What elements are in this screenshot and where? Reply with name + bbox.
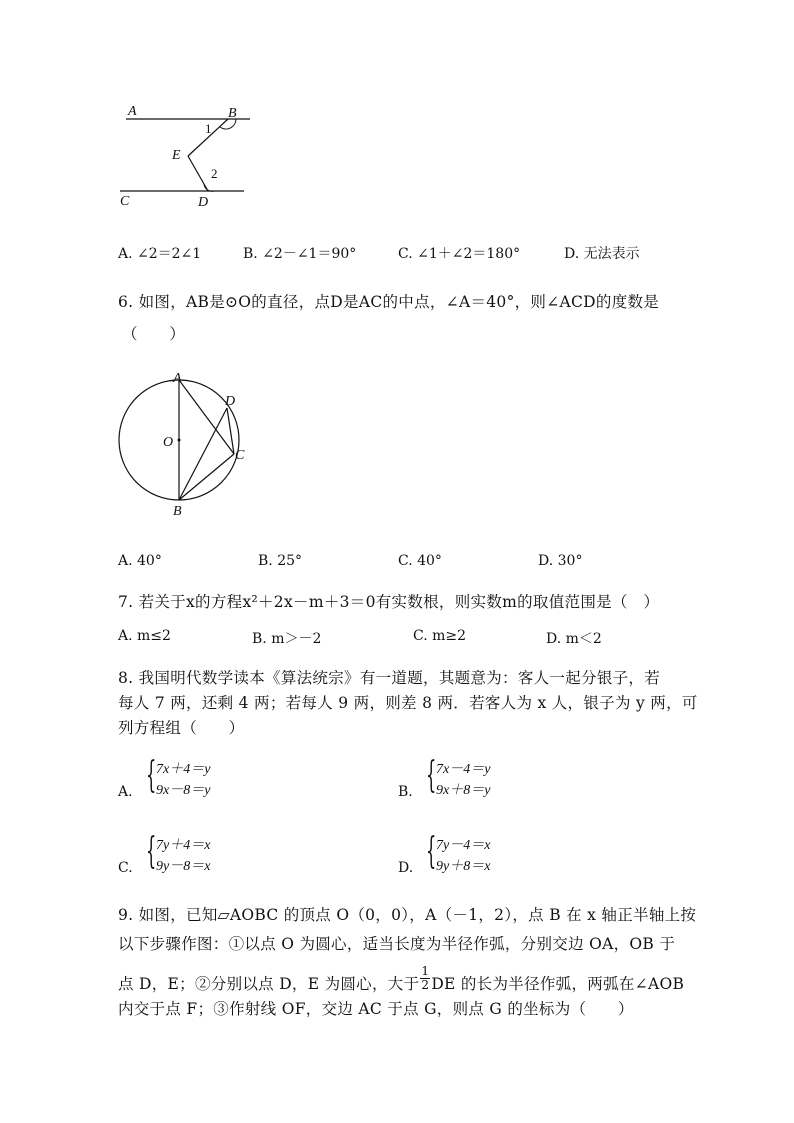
equation-2: 9y－8＝x — [156, 859, 211, 874]
q5-option-b[interactable]: B. ∠2－∠1＝90° — [243, 246, 357, 262]
q5-option-a[interactable]: A. ∠2＝2∠1 — [118, 246, 202, 262]
equation-1: 7y－4＝x — [436, 838, 491, 853]
q6-option-d[interactable]: D. 30° — [538, 553, 583, 569]
angle-2-arc — [204, 184, 214, 191]
chord-ac — [179, 380, 234, 454]
q8-option-a[interactable] — [118, 755, 268, 802]
equation-1: 7y＋4＝x — [156, 838, 211, 853]
brace: { — [146, 755, 157, 796]
q8-option-b[interactable] — [398, 755, 548, 802]
label-d: D — [198, 195, 209, 210]
q6-text-line2: （ ） — [122, 325, 186, 343]
q9-text-line4: 内交于点 F；③作射线 OF，交边 AC 于点 G，则点 G 的坐标为（ ） — [118, 1000, 634, 1018]
brace: { — [426, 831, 437, 872]
label-a: A — [128, 104, 137, 119]
equation-2: 9y＋8＝x — [436, 859, 491, 874]
equation-1: 7x＋4＝y — [156, 762, 211, 777]
q8-text-line2: 每人 7 两，还剩 4 两；若每人 9 两，则差 8 两．若客人为 x 人，银子为 y 两，可 — [118, 694, 698, 712]
q9-text-line2: 以下步骤作图：①以点 O 为圆心，适当长度为半径作弧，分别交边 OA，OB 于 — [118, 935, 676, 953]
q6-option-c[interactable]: C. 40° — [398, 553, 442, 569]
equation-2: 9x－8＝y — [156, 783, 211, 798]
label-b: B — [173, 504, 182, 519]
q5-option-d[interactable]: D. 无法表示 — [564, 246, 640, 262]
q8-text-line3: 列方程组（ ） — [118, 719, 245, 737]
q6-option-b[interactable]: B. 25° — [258, 553, 303, 569]
q9-text-line3 — [118, 964, 685, 996]
q5-option-c[interactable]: C. ∠1＋∠2＝180° — [398, 246, 521, 262]
q9-line3-part2: DE 的长为半径作弧，两弧在∠AOB — [431, 974, 685, 993]
q9-text-line1: 9. 如图，已知▱AOBC 的顶点 O（0，0），A（－1，2），点 B 在 x 轴正半轴上按 — [118, 906, 697, 924]
label-o: O — [163, 435, 174, 450]
option-label: D. — [398, 860, 414, 876]
option-label: B. — [398, 784, 413, 800]
label-b: B — [228, 106, 237, 121]
q6-figure — [112, 368, 262, 520]
q7-option-a[interactable]: A. m≤2 — [118, 628, 171, 644]
label-e: E — [172, 148, 181, 163]
equation-1: 7x－4＝y — [436, 762, 491, 777]
chord-bd — [179, 408, 227, 500]
label-a: A — [173, 371, 182, 386]
label-1: 1 — [205, 121, 212, 136]
label-c: C — [235, 448, 245, 463]
label-c: C — [120, 194, 130, 209]
q8-option-c[interactable] — [118, 831, 268, 878]
q7-option-d[interactable]: D. m＜2 — [546, 631, 602, 647]
q5-figure — [110, 100, 260, 212]
q9-line3-part1: 点 D，E；②分别以点 D，E 为圆心，大于 — [118, 974, 420, 993]
equation-2: 9x＋8＝y — [436, 783, 491, 798]
label-2: 2 — [211, 166, 218, 181]
fraction-denominator: 2 — [421, 978, 430, 992]
option-label: A. — [118, 784, 133, 800]
brace: { — [146, 831, 157, 872]
q6-text-line1: 6. 如图，AB是⊙O的直径，点D是AC的中点，∠A＝40°，则∠ACD的度数是 — [118, 293, 660, 311]
q8-option-d[interactable] — [398, 831, 548, 878]
center-point — [178, 439, 181, 442]
q7-text: 7. 若关于x的方程x²＋2x－m＋3＝0有实数根，则实数m的取值范围是（ ） — [118, 593, 660, 611]
fraction-numerator: 1 — [421, 964, 430, 978]
brace: { — [426, 755, 437, 796]
option-label: C. — [118, 860, 133, 876]
fraction-one-half — [420, 965, 430, 992]
q7-option-b[interactable]: B. m＞－2 — [252, 631, 322, 647]
q8-text-line1: 8. 我国明代数学读本《算法统宗》有一道题，其题意为：客人一起分银子，若 — [118, 669, 661, 687]
label-d: D — [225, 394, 236, 409]
q7-option-c[interactable]: C. m≥2 — [413, 628, 467, 644]
segment-ed — [188, 156, 208, 191]
q6-option-a[interactable]: A. 40° — [118, 553, 162, 569]
